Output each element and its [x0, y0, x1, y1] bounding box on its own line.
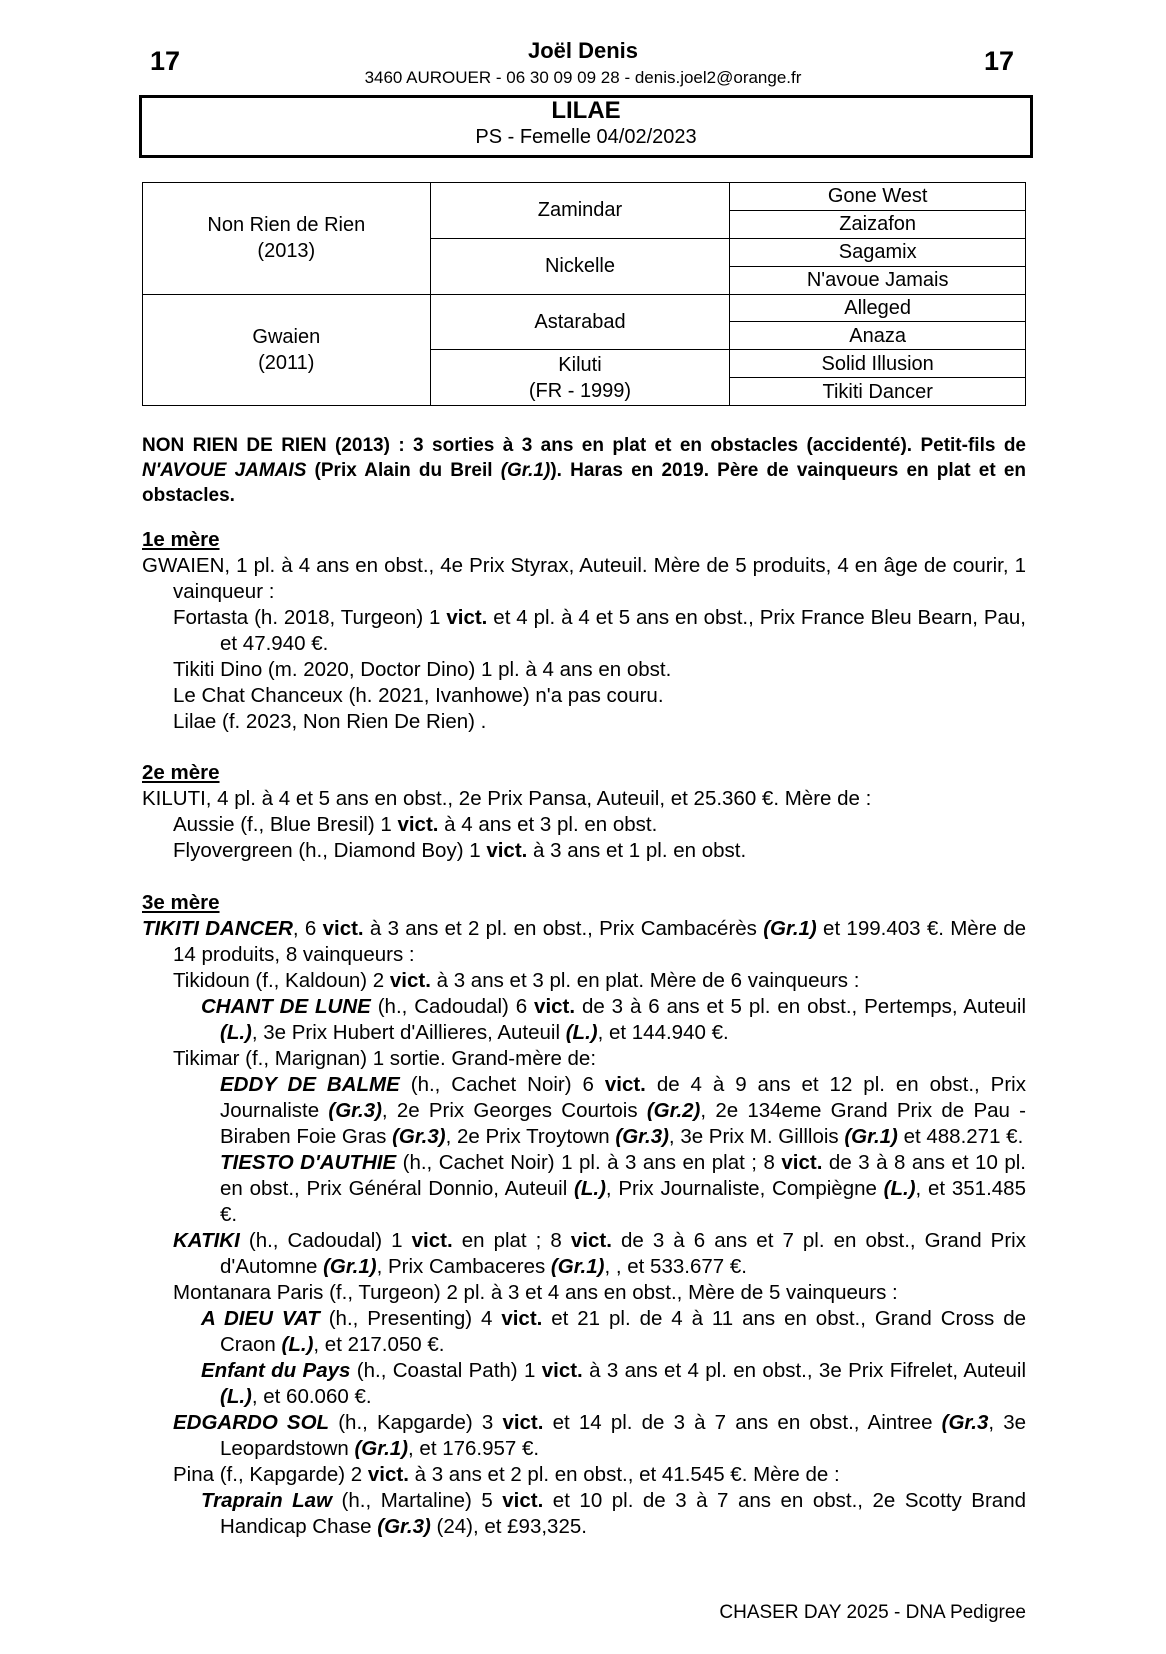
pedigree-dss: Alleged: [730, 294, 1026, 322]
pedigree-ddd: Tikiti Dancer: [730, 378, 1026, 406]
produce-entry: Aussie (f., Blue Bresil) 1 vict. à 4 ans et 3 pl. en obst.: [173, 813, 658, 836]
pedigree-dsd: Anaza: [730, 322, 1026, 350]
page-footer: CHASER DAY 2025 - DNA Pedigree: [719, 1602, 1026, 1623]
pedigree-sire: Non Rien de Rien (2013): [143, 183, 431, 295]
third-dam-heading: 3e mère: [142, 891, 220, 914]
pedigree-sds: Sagamix: [730, 238, 1026, 266]
pedigree-table: [142, 182, 1026, 406]
produce-entry: Fortasta (h. 2018, Turgeon) 1 vict. et 4 pl. à 4 et 5 ans en obst., Prix France Bleu Bearn, Pau, et 47.940 €.: [173, 606, 1026, 655]
produce-entry: Traprain Law (h., Martaline) 5 vict. et 10 pl. de 3 à 7 ans en obst., 2e Scotty Brand Handicap Chase (Gr.3) (24), et £93,325.: [201, 1489, 1027, 1538]
produce-entry: Pina (f., Kapgarde) 2 vict. à 3 ans et 2 pl. en obst., et 41.545 €. Mère de :: [173, 1463, 840, 1486]
pedigree-sss: Gone West: [730, 183, 1026, 211]
produce-entry: TIESTO D'AUTHIE (h., Cachet Noir) 1 pl. à 3 ans en plat ; 8 vict. de 3 à 8 ans et 10 pl. en obst., Prix Général Donnio, Auteuil (L.), Prix Journaliste, Compiègne (L.), et 351.485 €.: [220, 1151, 1026, 1226]
pedigree-dam: Gwaien (2011): [143, 294, 431, 406]
horse-name-box: [139, 95, 1033, 158]
horse-details: PS - Femelle 04/02/2023: [475, 126, 697, 148]
first-dam-text: GWAIEN, 1 pl. à 4 ans en obst., 4e Prix Styrax, Auteuil. Mère de 5 produits, 4 en âge de courir, 1 vainqueur :: [142, 554, 1026, 603]
produce-entry: Tikimar (f., Marignan) 1 sortie. Grand-mère de:: [173, 1047, 597, 1070]
produce-entry: Enfant du Pays (h., Coastal Path) 1 vict. à 3 ans et 4 pl. en obst., 3e Prix Fifrelet, Auteuil (L.), et 60.060 €.: [201, 1359, 1026, 1408]
produce-entry: CHANT DE LUNE (h., Cadoudal) 6 vict. de 3 à 6 ans et 5 pl. en obst., Pertemps, Auteuil (L.), 3e Prix Hubert d'Aillieres, Auteuil (L.), et 144.940 €.: [201, 995, 1026, 1044]
lot-number-right: 17: [984, 46, 1015, 76]
pedigree-sd: Nickelle: [430, 238, 730, 294]
produce-entry: Tikiti Dino (m. 2020, Doctor Dino) 1 pl. à 4 ans en obst.: [173, 658, 672, 681]
produce-entry: Tikidoun (f., Kaldoun) 2 vict. à 3 ans et 3 pl. en plat. Mère de 6 vainqueurs :: [173, 969, 860, 992]
horse-name: LILAE: [551, 97, 621, 124]
pedigree-ss: Zamindar: [430, 183, 730, 239]
produce-entry: Lilae (f. 2023, Non Rien De Rien) .: [173, 710, 487, 733]
pedigree-dd: Kiluti (FR - 1999): [430, 350, 730, 406]
pedigree-ssd: Zaizafon: [730, 210, 1026, 238]
produce-entry: Flyovergreen (h., Diamond Boy) 1 vict. à 3 ans et 1 pl. en obst.: [173, 839, 747, 862]
pedigree-sdd: N'avoue Jamais: [730, 266, 1026, 294]
third-dam-text: TIKITI DANCER, 6 vict. à 3 ans et 2 pl. en obst., Prix Cambacérès (Gr.1) et 199.403 €. Mère de 14 produits, 8 vainqueurs :: [142, 917, 1026, 966]
produce-entry: EDDY DE BALME (h., Cachet Noir) 6 vict. de 4 à 9 ans et 12 pl. en obst., Prix Journaliste (Gr.3), 2e Prix Georges Courtois (Gr.2), 2e 134eme Grand Prix de Pau - Biraben Foie Gras (Gr.3), 2e Prix Troytown (Gr.3), 3e Prix M. Gilllois (Gr.1) et 488.271 €.: [220, 1073, 1026, 1148]
sire-intro: NON RIEN DE RIEN (2013) : 3 sorties à 3 ans en plat et en obstacles (accidenté). Petit-fils de N'AVOUE JAMAIS (Prix Alain du Breil (Gr.1)). Haras en 2019. Père de vainqueurs en plat et en obstacles.: [142, 435, 1026, 506]
second-dam-text: KILUTI, 4 pl. à 4 et 5 ans en obst., 2e Prix Pansa, Auteuil, et 25.360 €. Mère de :: [142, 787, 872, 810]
first-dam-heading: 1e mère: [142, 528, 220, 551]
produce-entry: EDGARDO SOL (h., Kapgarde) 3 vict. et 14 pl. de 3 à 7 ans en obst., Aintree (Gr.3, 3e Leopardstown (Gr.1), et 176.957 €.: [173, 1411, 1026, 1460]
consignor-address: 3460 AUROUER - 06 30 09 09 28 - denis.joel2@orange.fr: [364, 68, 802, 87]
produce-entry: A DIEU VAT (h., Presenting) 4 vict. et 21 pl. de 4 à 11 ans en obst., Grand Cross de Craon (L.), et 217.050 €.: [201, 1307, 1026, 1356]
first-dam-section: [142, 527, 1026, 735]
second-dam-section: [142, 760, 1026, 864]
pedigree-dds: Solid Illusion: [730, 350, 1026, 378]
produce-entry: Montanara Paris (f., Turgeon) 2 pl. à 3 et 4 ans en obst., Mère de 5 vainqueurs :: [173, 1281, 898, 1304]
produce-entry: KATIKI (h., Cadoudal) 1 vict. en plat ; 8 vict. de 3 à 6 ans et 7 pl. en obst., Grand Prix d'Automne (Gr.1), Prix Cambaceres (Gr.1), , et 533.677 €.: [173, 1229, 1026, 1278]
second-dam-heading: 2e mère: [142, 761, 220, 784]
third-dam-section: [142, 890, 1026, 1540]
produce-entry: Le Chat Chanceux (h. 2021, Ivanhowe) n'a pas couru.: [173, 684, 664, 707]
pedigree-ds: Astarabad: [430, 294, 730, 350]
lot-number-left: 17: [150, 46, 181, 76]
consignor-name: Joël Denis: [527, 38, 639, 63]
